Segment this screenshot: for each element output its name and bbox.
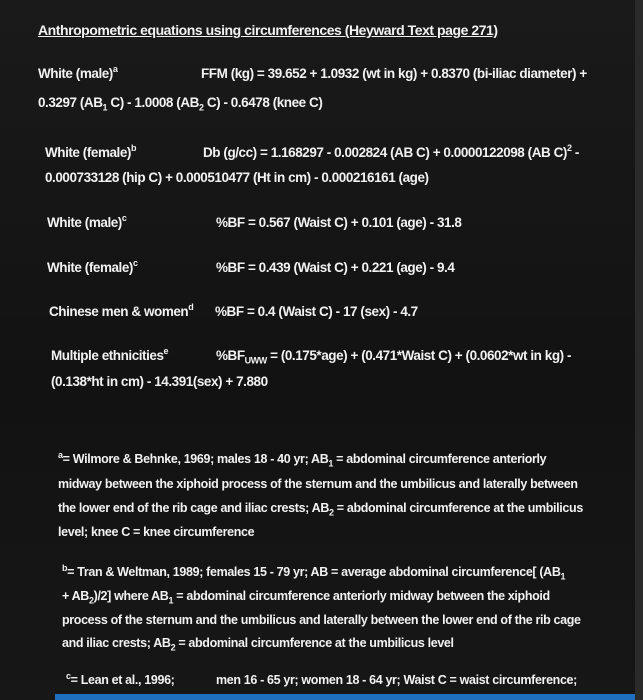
eq5-formula: %BF = 0.4 (Waist C) - 17 (sex) - 4.7 (215, 304, 418, 319)
eq5-label: Chinese men & women$^d$ (49, 302, 194, 319)
page-title: Anthropometric equations using circumferences (Heyward Text page 271) (38, 22, 498, 38)
eq3-label: White (male)$^c$ (47, 213, 127, 230)
eq4-formula: %BF = 0.439 (Waist C) + 0.221 (age) - 9.4 (216, 260, 455, 275)
eq3-formula: %BF = 0.567 (Waist C) + 0.101 (age) - 31.8 (216, 215, 462, 230)
eq6-label: Multiple ethnicities$^e$ (51, 346, 169, 363)
footnote-b-line4: and iliac crests; $AB_2$ = abdominal circumference at the umbilicus level (62, 636, 454, 653)
eq4-label: White (female)$^c$ (47, 258, 138, 275)
footnote-c-line1-cont: men 16 - 65 yr; women 18 - 64 yr; Waist C = waist circumference; (216, 673, 577, 687)
eq6-formula-line1: $\%BF_{UWW} = (0.175*age)$ + (0.471*Waist C) + (0.0602*wt in kg) - (216, 348, 572, 366)
eq2-formula-line1: Db (g/cc) = 1.168297 - 0.002824 (AB C) + 0.0000122098 (AB C)$^2$ - (203, 143, 579, 160)
footnote-a-line1: $^a$= Wilmore & Behnke, 1969; males 18 - 40 yr; $AB_1$ = abdominal circumference anteriorly (58, 450, 547, 469)
eq1-label: White (male)$^a$ (38, 64, 118, 81)
footnote-c-line1: $^c$= Lean et al., 1996; (66, 671, 175, 687)
page-edge (635, 0, 643, 700)
footnote-b-line2: + $AB_2)/2$] where $AB_1$ = abdominal circumference anteriorly midway between the xiphoid (62, 589, 550, 606)
eq2-formula-line2: 0.000733128 (hip C) + 0.000510477 (Ht in cm) - 0.000216161 (age) (45, 170, 429, 185)
eq2-label: White (female)$^b$ (45, 143, 137, 160)
footnote-a-line4: level; knee C = knee circumference (58, 525, 255, 539)
footnote-a-line3: the lower end of the rib cage and iliac crests; $AB_2$ = abdominal circumference at the umbilicus (58, 501, 583, 518)
footnote-b-line3: process of the sternum and the umbilicus and laterally between the lower end of the rib cage (62, 613, 581, 627)
selection-highlight-bar (55, 694, 643, 700)
eq1-formula-line1: FFM (kg) = 39.652 + 1.0932 (wt in kg) + 0.8370 (bi-iliac diameter) + (201, 66, 587, 81)
footnote-b-line1: $^b$= Tran & Weltman, 1989; females 15 - 79 yr; AB = average abdominal circumference[ ($AB_1$ (62, 563, 566, 582)
eq1-formula-line2: 0.3297 ($AB_1$ C) - 1.0008 ($AB_2$ C) - 0.6478 (knee C) (38, 95, 323, 113)
eq6-formula-line2: (0.138*ht in cm) - 14.391(sex) + 7.880 (51, 374, 268, 389)
footnote-a-line2: midway between the xiphoid process of the sternum and the umbilicus and laterally between (58, 477, 578, 491)
